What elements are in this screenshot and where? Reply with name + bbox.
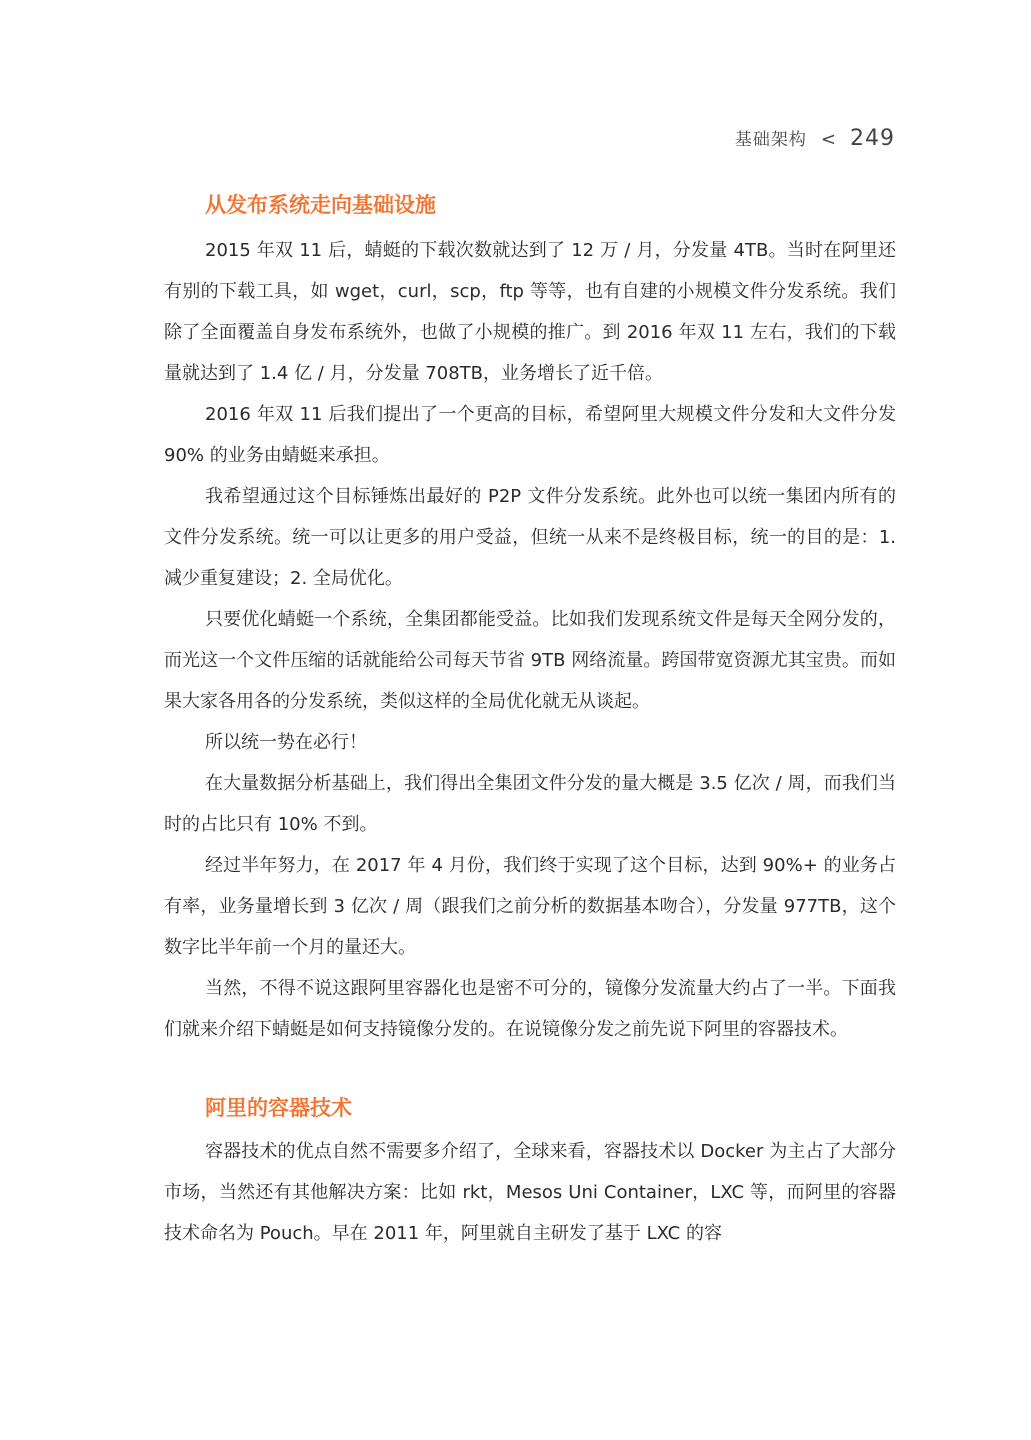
page-body [164, 188, 896, 1254]
section-body [164, 230, 896, 1050]
paragraph: 我希望通过这个目标锤炼出最好的 P2P 文件分发系统。此外也可以统一集团内所有的文件分发系统。统一可以让更多的用户受益，但统一从来不是终极目标，统一的目的是：1. 减少重复建设；2. 全局优化。 [164, 486, 896, 589]
paragraph: 容器技术的优点自然不需要多介绍了，全球来看，容器技术以 Docker 为主占了大部分市场，当然还有其他解决方案：比如 rkt，Mesos Uni Container，LXC 等，而阿里的容器技术命名为 Pouch。早在 2011 年，阿里就自主研发了基于 LXC 的容 [164, 1141, 896, 1244]
paragraph: 经过半年努力，在 2017 年 4 月份，我们终于实现了这个目标，达到 90%+ 的业务占有率，业务量增长到 3 亿次 / 周（跟我们之前分析的数据基本吻合），分发量 977TB，这个数字比半年前一个月的量还大。 [164, 855, 896, 958]
page-number: 249 [850, 126, 895, 151]
paragraph: 2016 年双 11 后我们提出了一个更高的目标，希望阿里大规模文件分发和大文件分发 90% 的业务由蜻蜓来承担。 [164, 404, 896, 466]
section-heading: 从发布系统走向基础设施 [205, 193, 436, 217]
paragraph: 只要优化蜻蜓一个系统，全集团都能受益。比如我们发现系统文件是每天全网分发的，而光这一个文件压缩的话就能给公司每天节省 9TB 网络流量。跨国带宽资源尤其宝贵。而如果大家各用各的分发系统，类似这样的全局优化就无从谈起。 [164, 609, 896, 712]
running-header-section-title: 基础架构 [734, 130, 807, 150]
paragraph: 所以统一势在必行！ [205, 732, 367, 753]
paragraph: 在大量数据分析基础上，我们得出全集团文件分发的量大概是 3.5 亿次 / 周，而我们当时的占比只有 10% 不到。 [164, 773, 896, 835]
section-heading: 阿里的容器技术 [205, 1096, 352, 1120]
paragraph: 2015 年双 11 后，蜻蜓的下载次数就达到了 12 万 / 月，分发量 4TB。当时在阿里还有别的下载工具，如 wget，curl，scp，ftp 等等，也有自建的小规模文件分发系统。我们除了全面覆盖自身发布系统外，也做了小规模的推广。到 2016 年双 11 左右，我们的下载量就达到了 1.4 亿 / 月，分发量 708TB，业务增长了近千倍。 [164, 240, 896, 384]
paragraph: 当然，不得不说这跟阿里容器化也是密不可分的，镜像分发流量大约占了一半。下面我们就来介绍下蜻蜓是如何支持镜像分发的。在说镜像分发之前先说下阿里的容器技术。 [164, 978, 896, 1040]
running-header [735, 125, 895, 151]
section-body [164, 1131, 896, 1254]
running-header-separator: < [820, 129, 836, 150]
